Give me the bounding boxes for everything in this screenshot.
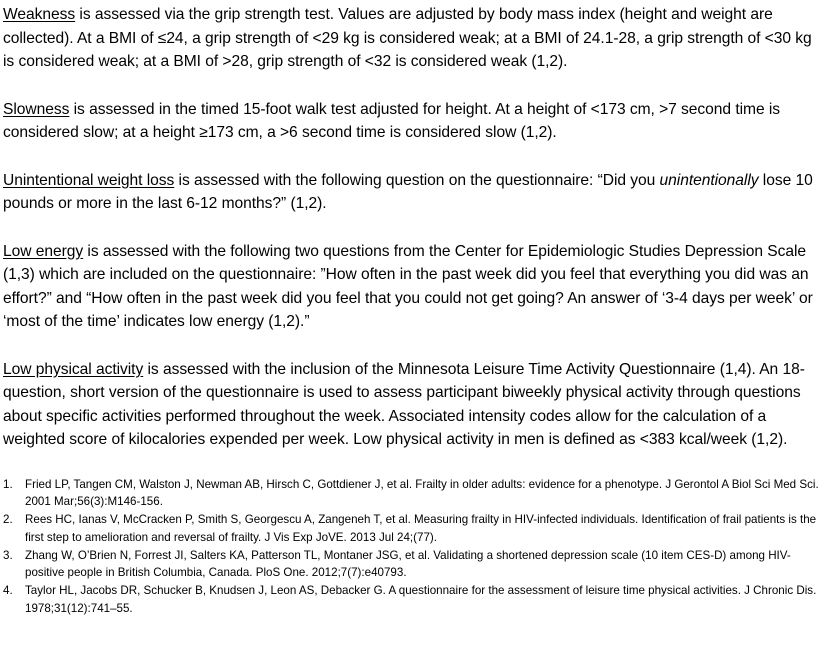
- low-energy-text: is assessed with the following two questions from the Center for Epidemiologic Studies Depression Scale (1,3) which are included on the questionnaire: ”How often in the past week did you feel that everything you did was an effort?” and “How often in the past week did you feel that you could not get going? An answer of ‘3-4 days per week’ or ‘most of the time’ indicates low energy (1,2).”: [3, 242, 813, 330]
- document-page: [3, 3, 826, 618]
- reference-number: 2.: [3, 513, 13, 527]
- physical-activity-text: is assessed with the inclusion of the Minnesota Leisure Time Activity Questionnaire (1,4). An 18-question, short version of the questionnaire is used to assess participant biweekly physical activity through questions about specific activities performed throughout the week. Associated intensity codes allow for the calculation of a weighted score of kilocalories expended per week. Low physical activity in men is defined as <383 kcal/week (1,2).: [3, 360, 805, 448]
- reference-item: [3, 547, 826, 583]
- paragraph-slowness: [3, 98, 826, 145]
- reference-number: 3.: [3, 548, 13, 562]
- paragraph-low-energy: [3, 240, 826, 334]
- weight-loss-text-after: lose 10 pounds or more in the last 6-12 months?” (1,2).: [3, 171, 813, 212]
- reference-item: [3, 476, 826, 512]
- paragraph-weakness: [3, 3, 826, 74]
- term-slowness: Slowness: [3, 100, 70, 118]
- reference-item: [3, 511, 826, 547]
- slowness-text: is assessed in the timed 15-foot walk test adjusted for height. At a height of <173 cm, >7 second time is considered slow; at a height ≥173 cm, a >6 second time is considered slow (1,2).: [3, 100, 781, 141]
- term-weight-loss: Unintentional weight loss: [3, 171, 175, 189]
- reference-text: Rees HC, Ianas V, McCracken P, Smith S, Georgescu A, Zangeneh T, et al. Measuring frailty in HIV-infected individuals. Identification of frail patients is the first step to amelioration and reversal of frailty. J Vis Exp JoVE. 2013 Jul 24;(77).: [25, 513, 817, 544]
- weight-loss-text-before: is assessed with the following question on the questionnaire: “Did you: [174, 171, 660, 189]
- weakness-text: is assessed via the grip strength test. Values are adjusted by body mass index (height and weight are collected). At a BMI of ≤24, a grip strength of <29 kg is considered weak; at a BMI of 24.1-28, a grip strength of <30 kg is considered weak; at a BMI of >28, grip strength of <32 is considered weak (1,2).: [3, 6, 812, 70]
- reference-number: 4.: [3, 584, 13, 598]
- reference-list: [3, 476, 826, 618]
- reference-item: [3, 582, 826, 618]
- reference-text: Zhang W, O’Brien N, Forrest JI, Salters KA, Patterson TL, Montaner JSG, et al. Validating a shortened depression scale (10 item CES-D) among HIV-positive people in British Columbia, Canada. PloS One. 2012;7(7):e40793.: [25, 548, 791, 580]
- paragraph-weight-loss: [3, 169, 826, 216]
- reference-text: Fried LP, Tangen CM, Walston J, Newman AB, Hirsch C, Gottdiener J, et al. Frailty in older adults: evidence for a phenotype. J Gerontol A Biol Sci Med Sci. 2001 Mar;56(3):M146-156.: [25, 477, 819, 509]
- paragraph-physical-activity: [3, 358, 826, 452]
- term-weakness: Weakness: [3, 6, 76, 23]
- reference-number: 1.: [3, 477, 13, 491]
- term-low-energy: Low energy: [3, 242, 84, 260]
- weight-loss-emphasis: unintentionally: [659, 171, 759, 189]
- term-physical-activity: Low physical activity: [3, 360, 144, 378]
- reference-text: Taylor HL, Jacobs DR, Schucker B, Knudsen J, Leon AS, Debacker G. A questionnaire for the assessment of leisure time physical activities. J Chronic Dis. 1978;31(12):741–55.: [25, 584, 817, 616]
